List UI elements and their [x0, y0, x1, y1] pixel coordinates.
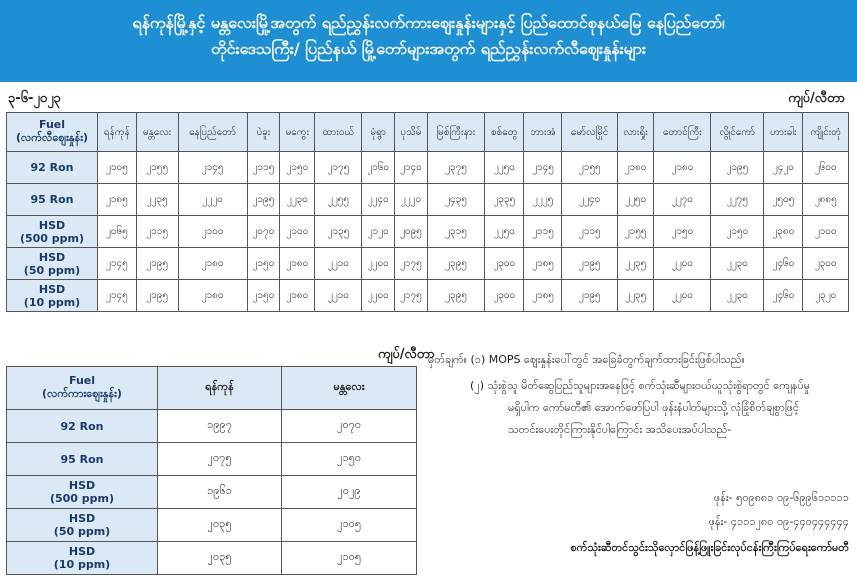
price-cell: ၂၁၅၅: [136, 152, 178, 184]
table-row: [7, 542, 417, 575]
price-cell: ၂၈၈၅: [803, 184, 849, 216]
date: ၃-၆-၂၀၂၃: [8, 91, 61, 106]
phone-line-2: ဖုန်း- ၄၁၁၁၂၈၀ ၀၉-၄၄၀၄၄၄၄၄၄: [708, 515, 849, 528]
table-row: [7, 476, 417, 509]
price-cell: ၂၂၅၅: [315, 184, 362, 216]
price-cell: ၂၁၁၅: [247, 152, 280, 184]
row-label-text: HSD: [68, 512, 96, 525]
price-cell: ၂၂၂၀: [178, 184, 247, 216]
price-cell: ၂၄၃၅: [427, 184, 484, 216]
price-cell: ၂၁၅၀: [711, 216, 764, 248]
price-cell: ၂၂၀၀: [654, 280, 711, 312]
price-cell: ၂၂၀၀: [654, 248, 711, 280]
price-cell: ၂၁၅၀: [282, 443, 417, 476]
fuel-header: [7, 113, 98, 152]
price-cell: ၂၁၂၀: [362, 216, 395, 248]
price-cell: ၂၂၇၅: [711, 184, 764, 216]
price-cell: ၂၁၉၅: [136, 248, 178, 280]
row-label: [7, 476, 158, 509]
price-cell: ၂၃၈၀: [764, 216, 803, 248]
row-label-text: HSD: [68, 479, 96, 492]
price-cell: ၂၅၀၅: [764, 184, 803, 216]
price-cell: ၂၁၁၅: [136, 216, 178, 248]
price-cell: ၂၀၇၀: [282, 410, 417, 443]
price-cell: ၂၃၃၅: [485, 184, 524, 216]
price-cell: ၂၀၃၅: [158, 509, 282, 542]
note-1: မှတ်ချက်။ (၁) MOPS ဈေးနှုန်းပေါ်တွင် အခြေခံတွက်ချက်ထားခြင်းဖြစ်ပါသည်။: [428, 353, 745, 366]
price-cell: ၂၁၈၀: [617, 152, 653, 184]
price-cell: ၂၁၆၀: [362, 152, 395, 184]
row-label: [7, 542, 158, 575]
column-header: ဟားခါး: [764, 113, 803, 152]
column-header: မန္တလေး: [136, 113, 178, 152]
price-cell: ၂၃၉၅: [427, 248, 484, 280]
column-header: တောင်ကြီး: [654, 113, 711, 152]
price-cell: ၂၁၀၀: [280, 216, 315, 248]
column-header: စစ်တွေ: [485, 113, 524, 152]
column-header: ရန်ကုန်: [98, 113, 137, 152]
price-cell: ၂၁၁၅: [524, 216, 562, 248]
row-label: [7, 184, 98, 216]
row-label: [7, 443, 158, 476]
column-header: မြစ်ကြီးနား: [427, 113, 484, 152]
row-label: [7, 509, 158, 542]
price-cell: ၂၃၁၅: [427, 216, 484, 248]
note-2-line3: သတင်းပေးတိုင်ကြားနိုင်ပါကြောင်း အသိပေးအပ်ပါသည်-: [508, 423, 732, 436]
price-cell: ၂၃၀၀: [485, 248, 524, 280]
price-cell: ၂၁၈၀: [280, 280, 315, 312]
price-cell: ၂၄၂၀: [764, 152, 803, 184]
price-cell: ၂၁၈၅: [524, 280, 562, 312]
price-cell: ၂၁၉၅: [136, 280, 178, 312]
price-cell: ၂၁၅၅: [617, 216, 653, 248]
price-cell: ၂၀၇၅: [158, 443, 282, 476]
price-cell: ၂၁၅၀: [247, 280, 280, 312]
price-cell: ၂၂၃၀: [280, 184, 315, 216]
price-cell: ၂၀၉၅: [395, 216, 428, 248]
column-header: ပုသိမ်: [395, 113, 428, 152]
price-cell: ၂၁၉၅: [247, 184, 280, 216]
column-header: ပဲခူး: [247, 113, 280, 152]
price-cell: ၂၂၃၅: [617, 248, 653, 280]
price-cell: ၂၂၃၅: [617, 280, 653, 312]
column-header: ရန်ကုန်: [158, 367, 282, 410]
price-cell: ၂၁၈၀: [280, 248, 315, 280]
price-cell: ၂၁၇၅: [395, 280, 428, 312]
price-cell: ၂၁၄၅: [98, 248, 137, 280]
price-cell: ၂၀၂၉: [282, 476, 417, 509]
header-title-line2: တိုင်းဒေသကြီး/ ပြည်နယ် မြို့တော်များအတွက် ရည်ညွှန်းလက်လီဈေးနှုန်းများ: [211, 39, 646, 58]
price-cell: ၂၁၈၀: [178, 248, 247, 280]
committee-signature: စက်သုံးဆီတင်သွင်းသိုလှောင်ဖြန့်ဖြူးခြင်းလုပ်ငန်းကြီးကြပ်ရေးကော်မတီ: [570, 541, 849, 554]
price-cell: ၂၃၉၅: [427, 280, 484, 312]
price-cell: ၂၁၃၅: [315, 216, 362, 248]
price-cell: ၂၂၃၀: [711, 248, 764, 280]
row-label-text: HSD: [38, 282, 66, 296]
price-cell: ၂၂၅၀: [485, 216, 524, 248]
price-cell: ၂၁၀၀: [178, 216, 247, 248]
wholesale-unit-label: ကျပ်/လီတာ: [378, 347, 435, 362]
fuel-header-title: Fuel: [68, 373, 96, 387]
price-cell: ၂၂၅၀: [485, 152, 524, 184]
column-header: လားရှိုး: [617, 113, 653, 152]
row-label-text: 95 Ron: [30, 193, 74, 206]
column-header: လွိုင်ကော်: [711, 113, 764, 152]
table-row: [7, 509, 417, 542]
column-header: မကွေး: [280, 113, 315, 152]
row-label: [7, 410, 158, 443]
price-cell: ၂၂၃၀: [711, 280, 764, 312]
price-cell: ၂၂၄၀: [362, 184, 395, 216]
price-cell: ၂၂၁၀: [315, 280, 362, 312]
price-cell: ၂၆၀၀: [803, 152, 849, 184]
table-row: [7, 443, 417, 476]
price-cell: ၂၁၅၅: [562, 152, 617, 184]
price-cell: ၂၁၅၀: [247, 248, 280, 280]
note-2: (၂) သုံးစွဲသူ မိတ်ဆွေပြည်သူများအနေဖြင့် စက်သုံးဆီများဝယ်ယူသုံးစွဲရာတွင် ကျေနပ်မှု: [470, 379, 811, 392]
row-label: [7, 248, 98, 280]
table-row: [7, 248, 849, 280]
column-header: ကျိုင်းတုံ: [803, 113, 849, 152]
column-header: မော်လမြိုင်: [562, 113, 617, 152]
price-cell: ၂၂၂၀: [395, 184, 428, 216]
price-cell: ၂၁၄၅: [178, 152, 247, 184]
row-label-text: (10 ppm): [53, 558, 111, 571]
row-label-text: (50 ppm): [53, 525, 111, 538]
row-label-text: 92 Ron: [60, 419, 104, 433]
row-label-text: 92 Ron: [30, 161, 74, 174]
price-cell: ၂၂၂၅: [524, 184, 562, 216]
fuel-header-title: Fuel: [38, 117, 66, 131]
column-header: ဘားအံ: [524, 113, 562, 152]
row-label-text: HSD: [68, 545, 96, 558]
price-cell: ၂၄၆၀: [764, 248, 803, 280]
fuel-header-sub: (လက်လီဈေးနှုန်း): [15, 130, 89, 144]
price-cell: ၂၃၀၀: [485, 280, 524, 312]
price-cell: ၂၁၄၅: [98, 280, 137, 312]
column-header: မုံရွာ: [362, 113, 395, 152]
price-cell: ၂၁၄၅: [524, 152, 562, 184]
price-cell: ၂၄၆၀: [764, 280, 803, 312]
row-label: [7, 280, 98, 312]
price-cell: ၂၁၅၀: [654, 216, 711, 248]
unit-label: ကျပ်/လီတာ: [788, 91, 845, 106]
header-title-line1: ရန်ကုန်မြို့နှင့် မန္တလေးမြို့အတွက် ရည်ညွှန်းလက်ကားဈေးနှုန်းများနှင့် ပြည်ထောင်စုနယ်မြေ နေပြည်တော်၊: [132, 13, 725, 32]
price-cell: ၂၁၀၅: [98, 152, 137, 184]
table-row: [7, 216, 849, 248]
row-label-text: (500 ppm): [19, 231, 85, 245]
price-cell: ၂၁၇၅: [315, 152, 362, 184]
column-header: မန္တလေး: [282, 367, 417, 410]
price-cell: ၂၂၀၀: [362, 280, 395, 312]
price-cell: ၂၂၃၅: [136, 184, 178, 216]
column-header: နေပြည်တော်: [178, 113, 247, 152]
price-cell: ၂၁၉၅: [562, 248, 617, 280]
row-label-text: (50 ppm): [23, 263, 81, 277]
price-cell: ၂၁၈၅: [524, 248, 562, 280]
price-cell: ၂၁၄၀: [395, 152, 428, 184]
note-2-line2: မရှိပါက ကော်မတီ၏ အောက်ဖော်ပြပါ ဖုန်းနံပါတ်များသို့ လုံခြုံစိတ်ချစွာဖြင့်: [508, 401, 800, 414]
row-label-text: (10 ppm): [23, 295, 81, 309]
price-cell: ၂၁၈၀: [654, 152, 711, 184]
row-label: [7, 152, 98, 184]
row-label-text: HSD: [38, 218, 66, 232]
price-cell: ၂၂၅၀: [617, 184, 653, 216]
price-cell: ၂၃၂၀: [803, 280, 849, 312]
price-cell: ၂၀၇၀: [247, 216, 280, 248]
fuel-header: [7, 367, 158, 410]
table-row: [7, 280, 849, 312]
price-cell: ၂၃၀၀: [803, 248, 849, 280]
wholesale-price-table: [6, 366, 417, 575]
retail-price-table: [6, 112, 849, 312]
price-cell: ၂၂၄၀: [562, 184, 617, 216]
row-label: [7, 216, 98, 248]
price-cell: ၂၂၇၀: [654, 184, 711, 216]
price-cell: ၂၁၁၅: [562, 216, 617, 248]
price-cell: ၂၁၀၅: [282, 542, 417, 575]
fuel-header-sub: (လက်ကားဈေးနှုန်း): [42, 386, 122, 400]
phone-line-1: ဖုန်း- ၅၀၉၈၈၁ ၀၉-၆၉၉၆၁၁၁၁၁: [713, 491, 849, 504]
price-cell: ၂၀၃၅: [158, 542, 282, 575]
row-label-text: HSD: [38, 250, 66, 264]
price-cell: ၂၂၁၀: [315, 248, 362, 280]
price-cell: ၂၁၉၅: [711, 152, 764, 184]
price-cell: ၂၁၅၀: [280, 152, 315, 184]
column-header: ထားဝယ်: [315, 113, 362, 152]
price-cell: ၂၂၀၀: [362, 248, 395, 280]
table-row: [7, 152, 849, 184]
price-cell: ၂၀၆၅: [98, 216, 137, 248]
price-cell: ၂၁၈၀: [178, 280, 247, 312]
price-cell: ၂၁၇၅: [395, 248, 428, 280]
price-cell: ၂၁၈၅: [98, 184, 137, 216]
row-label-text: (500 ppm): [49, 492, 115, 505]
row-label-text: 95 Ron: [60, 452, 104, 466]
table-row: [7, 184, 849, 216]
price-cell: ၁၉၆၁: [158, 476, 282, 509]
header-banner: [0, 0, 857, 82]
price-cell: ၂၁၀၀: [803, 216, 849, 248]
price-cell: ၁၉၉၇: [158, 410, 282, 443]
table-row: [7, 410, 417, 443]
price-cell: ၂၃၇၅: [427, 152, 484, 184]
price-cell: ၂၁၀၅: [282, 509, 417, 542]
price-cell: ၂၁၉၅: [562, 280, 617, 312]
